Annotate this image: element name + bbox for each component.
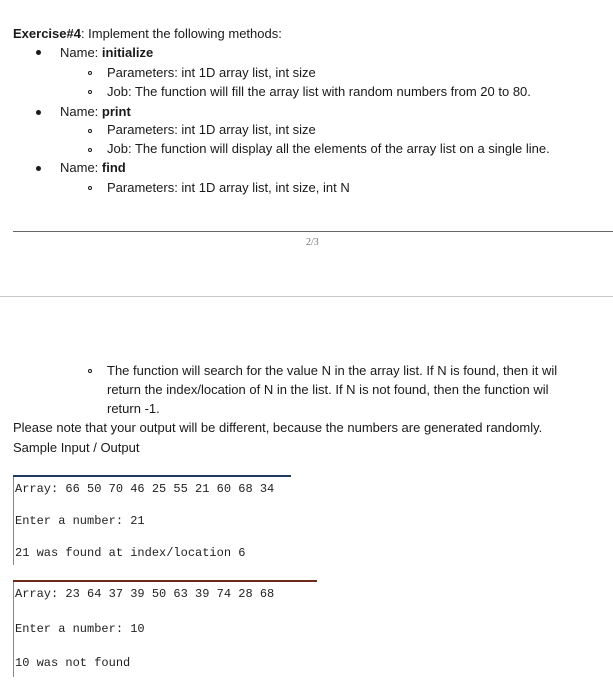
sample-1-input-line: Enter a number: 21 bbox=[15, 514, 145, 528]
circle-bullet-icon bbox=[88, 369, 92, 373]
name-label: Name: bbox=[60, 104, 102, 119]
page-bottom-rule bbox=[13, 231, 613, 232]
bullet-icon bbox=[36, 166, 41, 171]
sample-1-left-border bbox=[13, 477, 14, 565]
sample-2-array-line: Array: 23 64 37 39 50 63 39 74 28 68 bbox=[15, 587, 275, 601]
name-label: Name: bbox=[60, 45, 102, 60]
sample-1-result-line: 21 was found at index/location 6 bbox=[15, 546, 246, 560]
sample-1-top-bar bbox=[13, 475, 291, 477]
bullet-icon bbox=[36, 110, 41, 115]
page-separator bbox=[0, 296, 613, 297]
circle-bullet-icon bbox=[88, 186, 92, 190]
find-description-line-3: return -1. bbox=[107, 401, 160, 416]
method-name: initialize bbox=[101, 45, 154, 60]
method-initialize-job: Job: The function will fill the array list with random numbers from 20 to 80. bbox=[107, 84, 531, 99]
circle-bullet-icon bbox=[88, 148, 92, 152]
method-print-name bbox=[60, 104, 131, 120]
sample-heading: Sample Input / Output bbox=[13, 440, 140, 455]
method-name: find bbox=[101, 160, 126, 175]
sample-2-result-line: 10 was not found bbox=[15, 656, 131, 670]
circle-bullet-icon bbox=[88, 71, 92, 75]
sample-2-left-border bbox=[13, 582, 14, 677]
sample-2-input-line: Enter a number: 10 bbox=[15, 622, 145, 636]
find-description-line-2: return the index/location of N in the list. If N is not found, then the function wil bbox=[107, 382, 549, 397]
method-initialize-params: Parameters: int 1D array list, int size bbox=[107, 65, 316, 80]
circle-bullet-icon bbox=[88, 90, 92, 94]
page-number: 2/3 bbox=[306, 237, 319, 248]
exercise-title-rest: : Implement the following methods: bbox=[80, 26, 282, 41]
note-text: Please note that your output will be different, because the numbers are generated randomly. bbox=[13, 420, 543, 435]
name-label: Name: bbox=[60, 160, 102, 175]
sample-1-array-line: Array: 66 50 70 46 25 55 21 60 68 34 bbox=[15, 482, 275, 496]
exercise-title-bold: Exercise#4 bbox=[13, 26, 81, 41]
circle-bullet-icon bbox=[88, 129, 92, 133]
method-find-name bbox=[60, 160, 126, 176]
method-print-job: Job: The function will display all the elements of the array list on a single line. bbox=[107, 141, 550, 156]
sample-2-top-bar bbox=[13, 580, 317, 582]
method-name: print bbox=[101, 104, 131, 119]
method-print-params: Parameters: int 1D array list, int size bbox=[107, 122, 316, 137]
exercise-title bbox=[13, 26, 282, 42]
method-initialize-name bbox=[60, 45, 153, 61]
method-find-params: Parameters: int 1D array list, int size, int N bbox=[107, 180, 350, 195]
find-description-line-1: The function will search for the value N in the array list. If N is found, then it wil bbox=[107, 363, 558, 378]
bullet-icon bbox=[36, 50, 41, 55]
